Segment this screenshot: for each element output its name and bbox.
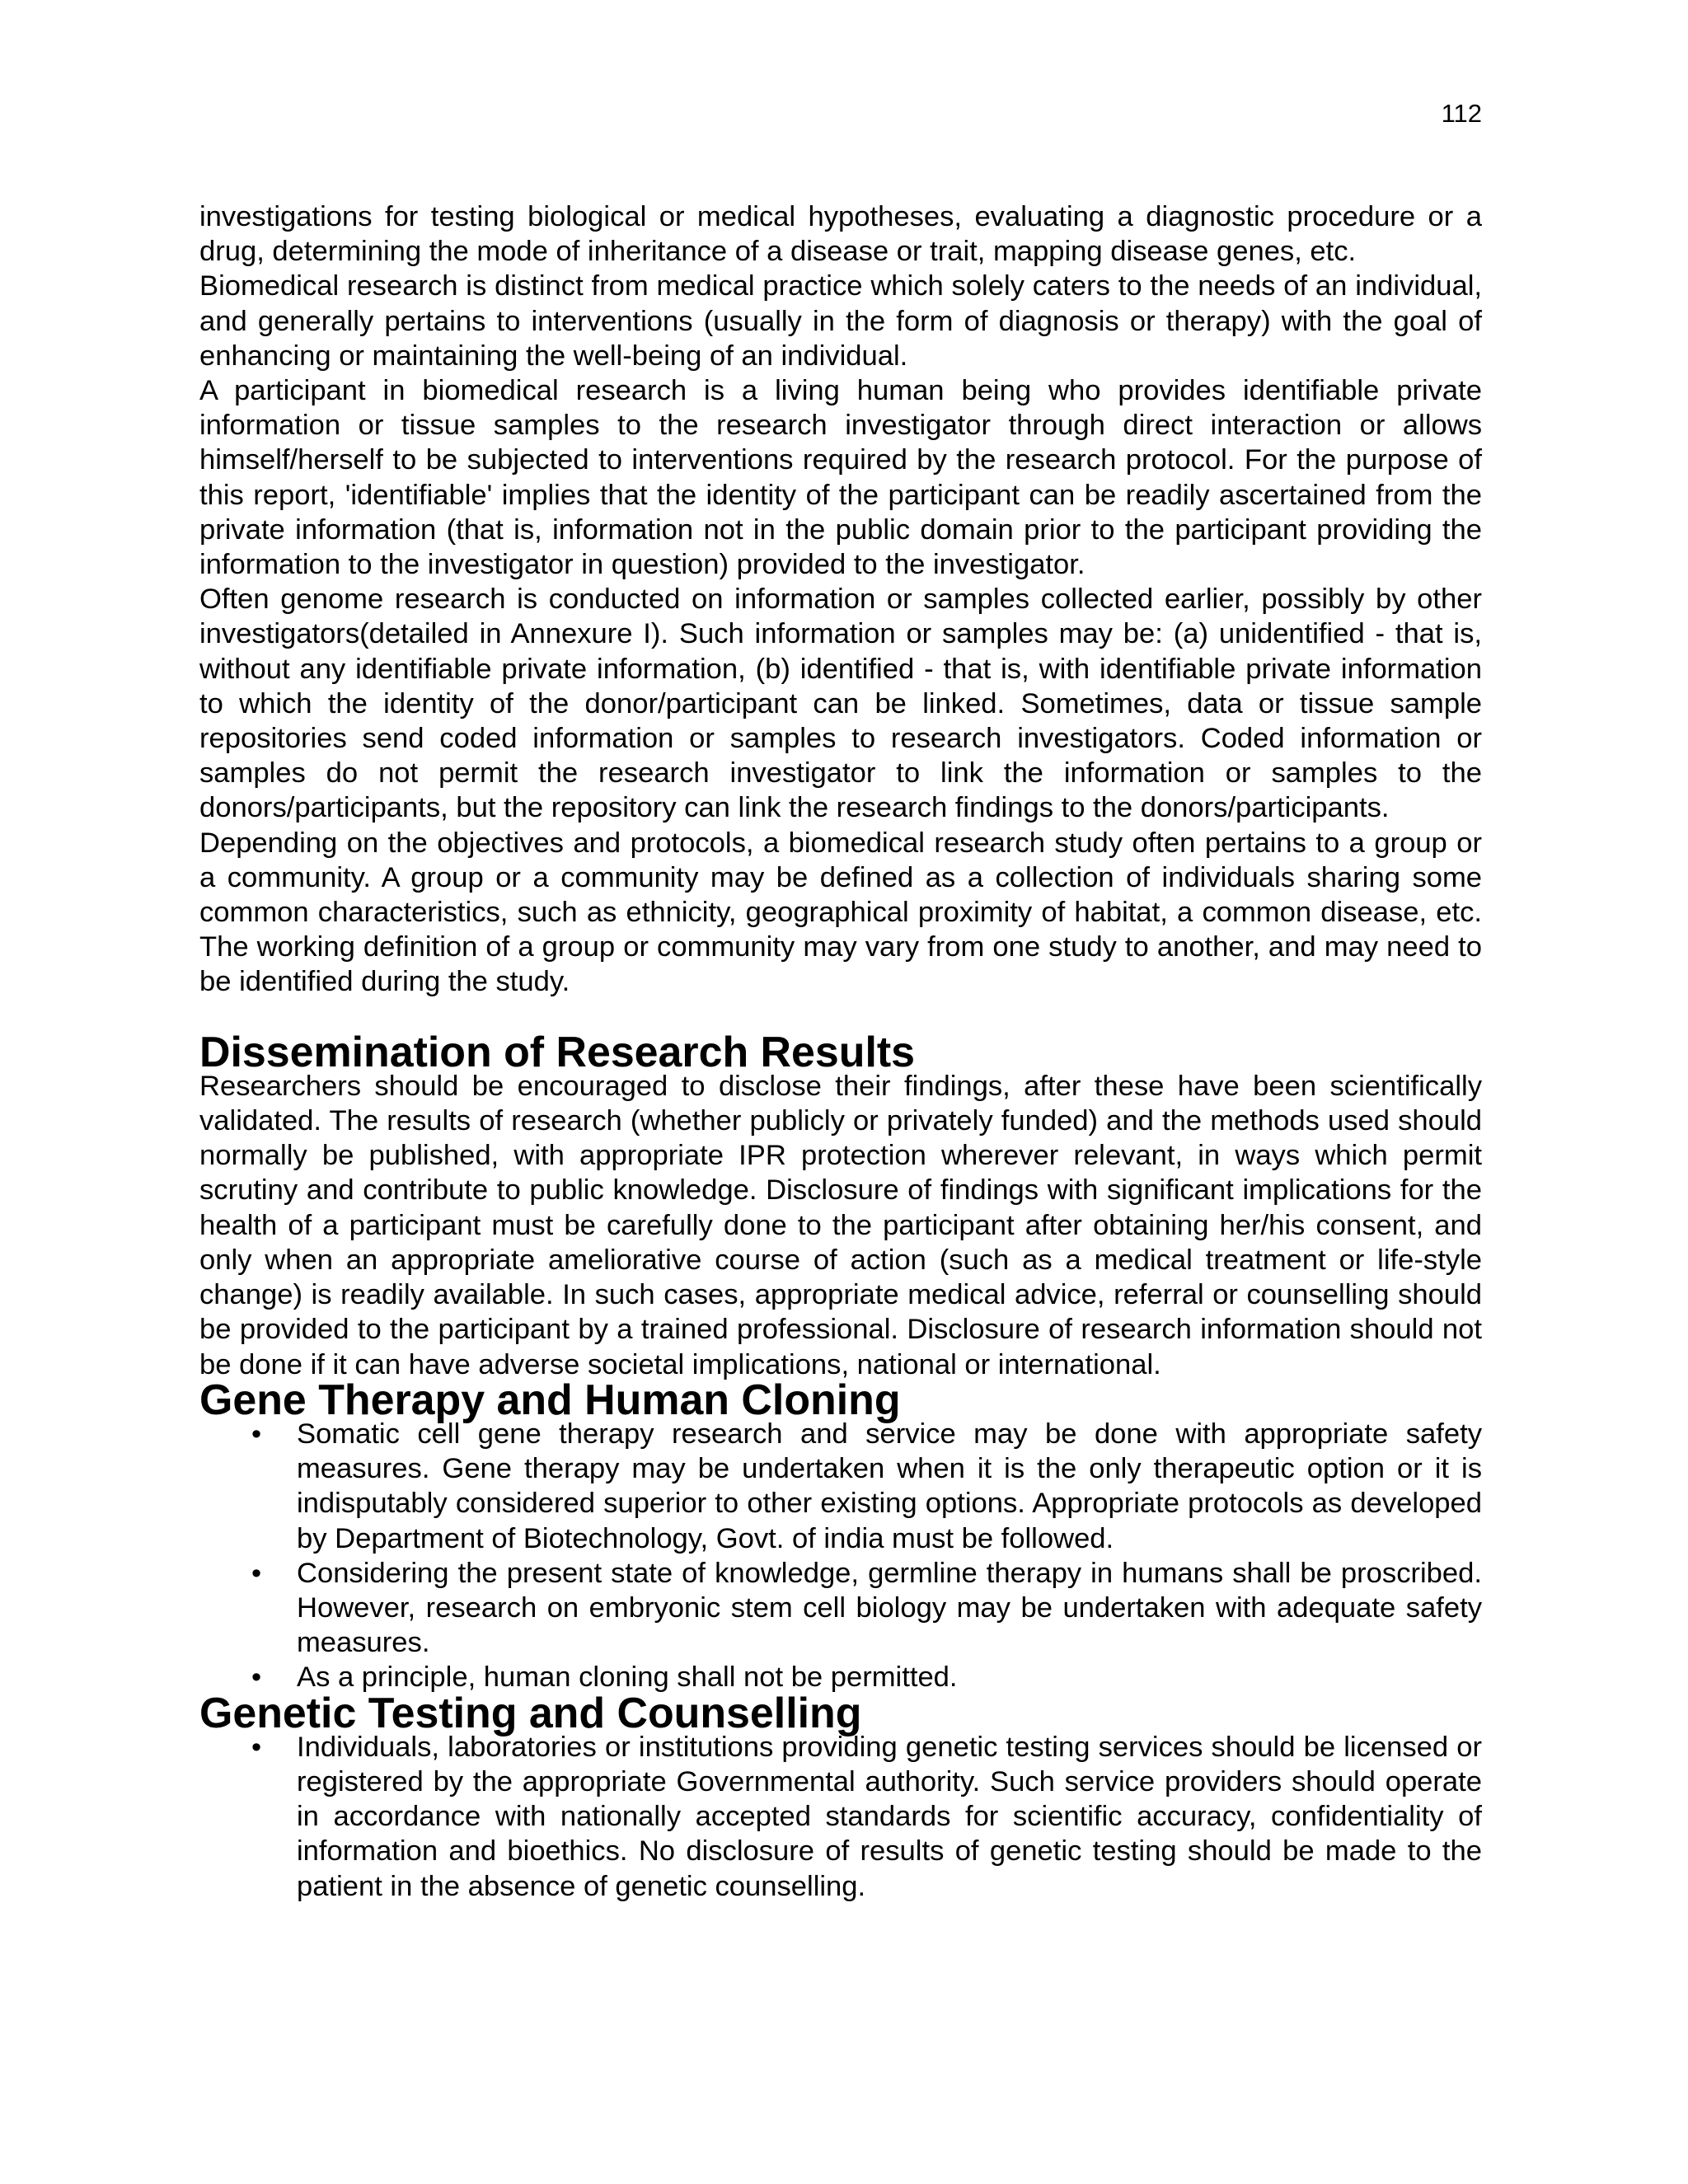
paragraph-biomedical-research: Biomedical research is distinct from medical practice which solely caters to the needs of an individual, and generally pertains to interventions (usually in the form of diagnosis or therapy) with the goal of enhancing or maintaining the well-being of an individual. — [199, 270, 1482, 372]
paragraph-group-community: Depending on the objectives and protocols, a biomedical research study often pertains to a group or a community. A group or a community may be defined as a collection of individuals sharing some common characteristics, such as ethnicity, geographical proximity of habitat, a common disease, etc. The working definition of a group or community may vary from one study to another, and may need to be identified during the study. — [199, 827, 1482, 998]
list-item-text: Considering the present state of knowledge, germline therapy in humans shall be proscribed. However, research on embryonic stem cell biology may be undertaken with adequate safety measures. — [297, 1557, 1482, 1659]
page-number: 112 — [1441, 99, 1482, 128]
bullet-icon: • — [251, 1731, 262, 1763]
heading-genetic-testing: Genetic Testing and Counselling — [199, 1688, 862, 1736]
list-item — [251, 1660, 1482, 1694]
page-content — [199, 199, 1482, 1904]
list-item — [251, 1417, 1482, 1556]
gene-therapy-bullet-list — [199, 1417, 1482, 1695]
list-item-text: Individuals, laboratories or institutions providing genetic testing services should be licensed or registered by the appropriate Governmental authority. Such service providers should operate in accordance with nationally accepted standards for scientific accuracy, confidentiality of information and bioethics. No disclosure of results of genetic testing should be made to the patient in the absence of genetic counselling. — [297, 1731, 1482, 1902]
section-genetic-testing — [199, 1688, 1482, 1904]
list-item — [251, 1730, 1482, 1904]
genetic-testing-bullet-list — [199, 1730, 1482, 1904]
section-gene-therapy — [199, 1375, 1482, 1695]
list-item-text: As a principle, human cloning shall not be permitted. — [297, 1661, 958, 1694]
list-item-text: Somatic cell gene therapy research and service may be done with appropriate safety measures. Gene therapy may be undertaken when it is the only therapeutic option or it is indisputably considered superior to other existing options. Appropriate protocols as developed by Department of Biotechnology, Govt. of india must be followed. — [297, 1418, 1482, 1554]
paragraph-investigations: investigations for testing biological or medical hypotheses, evaluating a diagnostic procedure or a drug, determining the mode of inheritance of a disease or trait, mapping disease genes, etc. — [199, 201, 1482, 268]
bullet-icon: • — [251, 1418, 262, 1450]
bullet-icon: • — [251, 1661, 262, 1694]
section-dissemination — [199, 1027, 1482, 1382]
paragraph-participant-definition: A participant in biomedical research is a living human being who provides identifiable private information or tissue samples to the research investigator through direct interaction or allows himself/herself to be subjected to interventions required by the research protocol. For the purpose of this report, 'identifiable' implies that the identity of the participant can be readily ascertained from the private information (that is, information not in the public domain prior to the participant providing the information to the investigator in question) provided to the investigator. — [199, 375, 1482, 581]
list-item — [251, 1556, 1482, 1661]
paragraph-dissemination: Researchers should be encouraged to disclose their findings, after these have been scientifically validated. The results of research (whether publicly or privately funded) and the methods used should normally be published, with appropriate IPR protection wherever relevant, in ways which permit scrutiny and contribute to public knowledge. Disclosure of findings with significant implications for the health of a participant must be carefully done to the participant after obtaining her/his consent, and only when an appropriate ameliorative course of action (such as a medical treatment or life-style change) is readily available. In such cases, appropriate medical advice, referral or counselling should be provided to the participant by a trained professional. Disclosure of research information should not be done if it can have adverse societal implications, national or international. — [199, 1070, 1482, 1380]
heading-gene-therapy: Gene Therapy and Human Cloning — [199, 1375, 901, 1423]
bullet-icon: • — [251, 1557, 262, 1589]
paragraph-genome-research-samples: Often genome research is conducted on information or samples collected earlier, possibly by other investigators(detailed in Annexure I). Such information or samples may be: (a) unidentified - that is, without any identifiable private information, (b) identified - that is, with identifiable private information to which the identity of the donor/participant can be linked. Sometimes, data or tissue sample repositories send coded information or samples to research investigators. Coded information or samples do not permit the research investigator to link the information or samples to the donors/participants, but the repository can link the research findings to the donors/participants. — [199, 583, 1482, 824]
heading-dissemination: Dissemination of Research Results — [199, 1027, 916, 1076]
